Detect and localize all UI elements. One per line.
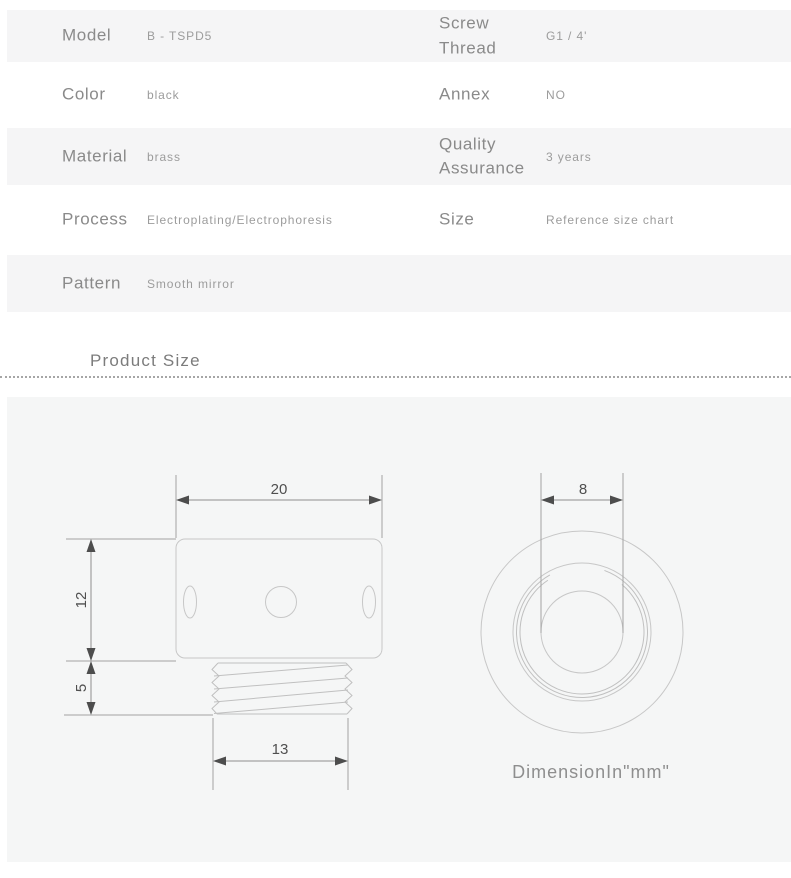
side-hole-left [184, 586, 197, 618]
spec-label: Screw Thread [439, 13, 497, 57]
outer-flange-circle [481, 531, 683, 733]
dotted-separator [0, 376, 791, 378]
thread-arc [495, 545, 670, 720]
middle-circle [513, 563, 651, 701]
dimension-label-height: 12 [73, 591, 90, 609]
arrow-left-icon [176, 496, 189, 505]
dimension-label-thread-width: 13 [271, 741, 289, 758]
spec-label: Process [62, 209, 128, 229]
spec-value: black [147, 88, 180, 102]
thread-arc [498, 548, 666, 716]
spec-row-model [7, 10, 791, 62]
arrow-up-icon [87, 539, 96, 552]
spec-label: Size [439, 209, 475, 229]
side-hole-right [363, 586, 376, 618]
arrow-left-icon [213, 757, 226, 766]
spec-row-process [7, 185, 791, 255]
section-title-product-size: Product Size [90, 351, 201, 370]
arrow-right-icon [610, 496, 623, 505]
arrow-up-icon [87, 661, 96, 674]
fitting-body-outline [176, 539, 382, 658]
spec-value: B - TSPD5 [147, 29, 213, 43]
spec-value: NO [546, 88, 566, 102]
dimension-label-thread-height: 5 [73, 683, 90, 693]
units-note: DimensionIn"mm" [512, 762, 670, 782]
arrow-left-icon [541, 496, 554, 505]
front-view-drawing [64, 475, 382, 790]
spec-label: Pattern [62, 273, 122, 293]
dimension-drawing [0, 397, 791, 862]
spec-label: Material [62, 146, 128, 166]
arrow-right-icon [335, 757, 348, 766]
center-hole [266, 587, 297, 618]
spec-label: Model [62, 25, 112, 45]
spec-value: Electroplating/Electrophoresis [147, 213, 333, 227]
spec-label: Color [62, 84, 106, 104]
spec-value: Reference size chart [546, 213, 675, 227]
spec-value: brass [147, 149, 181, 164]
spec-row-color [7, 62, 791, 128]
spec-row-material [7, 128, 791, 185]
spec-label: Quality Assurance [439, 133, 525, 178]
arrow-down-icon [87, 648, 96, 661]
spec-value: Smooth mirror [147, 276, 235, 291]
arrow-right-icon [369, 496, 382, 505]
thread-profile [212, 663, 352, 714]
dimension-label-bore: 8 [578, 481, 588, 498]
top-view-drawing [481, 473, 683, 782]
spec-value: 3 years [546, 149, 592, 164]
spec-row-pattern [7, 255, 791, 312]
bore-circle [541, 591, 623, 673]
arrow-down-icon [87, 702, 96, 715]
dimension-label-width: 20 [270, 481, 288, 498]
spec-label: Annex [439, 84, 491, 104]
spec-value: G1 / 4' [546, 29, 588, 43]
